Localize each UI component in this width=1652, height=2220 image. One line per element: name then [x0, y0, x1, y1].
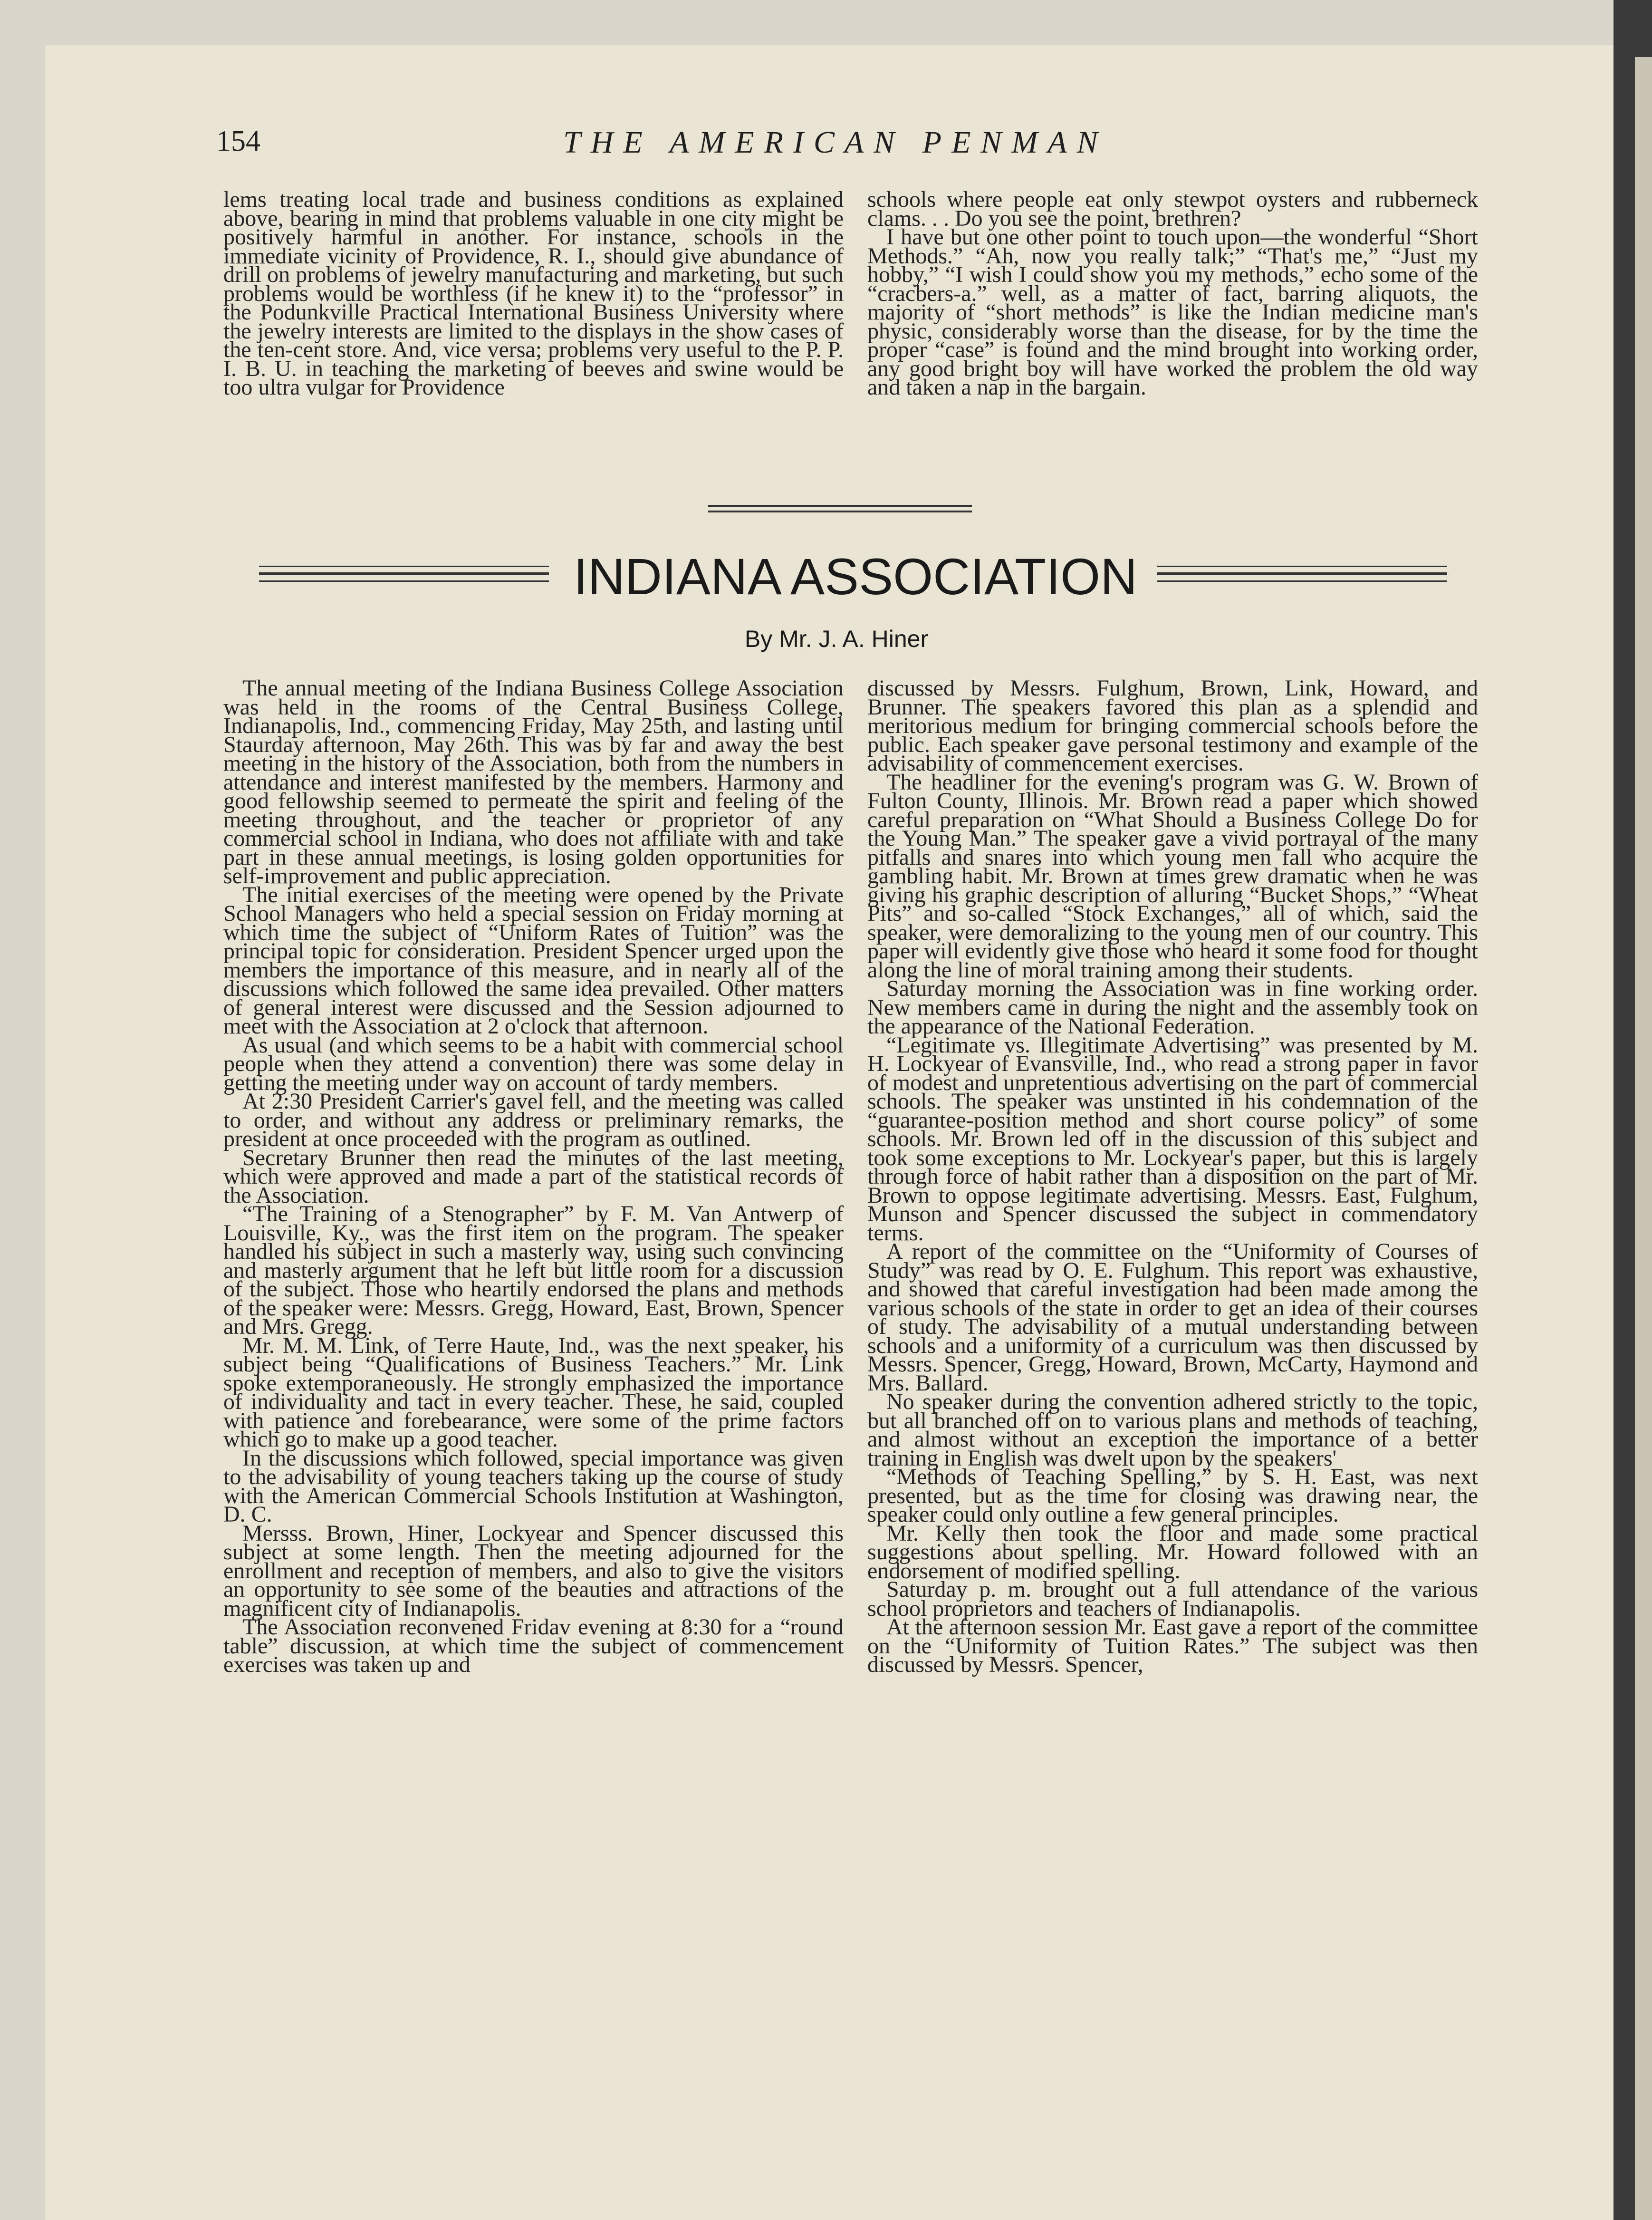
- top-right-column: [867, 187, 1478, 400]
- article-right-column: [867, 676, 1478, 1677]
- byline: By Mr. J. A. Hiner: [744, 626, 929, 652]
- running-title: THE AMERICAN PENMAN: [563, 125, 1108, 160]
- paragraph: Secretary Brunner then read the minutes of the last meeting, which were approved and made a part of the statistical records of the Association.: [223, 1145, 844, 1208]
- headline-rule-left: [259, 566, 549, 582]
- paragraph: The headliner for the evening's program was G. W. Brown of Fulton County, Illinois. Mr. Brown read a paper which showed careful preparation on “What Should a Business College Do for the Young Man.” The speaker gave a vivid portrayal of the many pitfalls and snares into which young men fall who acquire the gambling habit. Mr. Brown at times grew dramatic when he was giving his graphic description of alluring “Bucket Shops,” “Wheat Pits” and so-called “Stock Exchanges,” all of which, said the speaker, were demoralizing to the young men of our country. This paper will evidently give those who heard it some food for thought along the line of moral training among their students.: [867, 769, 1478, 983]
- article-title: INDIANA ASSOCIATION: [573, 548, 1138, 605]
- paragraph: The annual meeting of the Indiana Business College Association was held in the rooms of the Central Business College, Indianapolis, Ind., commencing Friday, May 25th, and lasting until Staurday afternoon, May 26th. This was by far and away the best meeting in the history of the Association, both from the numbers in attendance and interest manifested by the members. Harmony and good fellowship seemed to permeate the spirit and feeling of the meeting throughout, and the teacher or proprietor of any commercial school in Indiana, who does not affiliate with and take part in these annual meetings, is losing golden opportunities for self-improvement and public appreciation.: [223, 676, 844, 888]
- paragraph: No speaker during the convention adhered strictly to the topic, but all branched off on to various plans and methods of teaching, and almost without an exception the importance of a better training in English was dwelt upon by the speakers': [867, 1389, 1478, 1471]
- top-left-column: [223, 187, 844, 400]
- paragraph: “The Training of a Stenographer” by F. M. Van Antwerp of Louisville, Ky., was the first item on the program. The speaker handled his subject in such a masterly way, using such convincing and masterly argument that he left but little room for a discussion of the subject. Those who heartily endorsed the plans and methods of the speaker were: Messrs. Gregg, Howard, East, Brown, Spencer and Mrs. Gregg.: [223, 1201, 844, 1339]
- paragraph: Mr. Kelly then took the floor and made some practical suggestions about spelling. Mr. Howard followed with an endorsement of modified spelling.: [867, 1520, 1478, 1583]
- paragraph: schools where people eat only stewpot oysters and rubberneck clams. . . Do you see the point, brethren?: [867, 187, 1478, 231]
- paragraph: A report of the committee on the “Uniformity of Courses of Study” was read by O. E. Fulghum. This report was exhaustive, and showed that careful investigation had been made among the various schools of the state in order to get an idea of their courses of study. The advisability of a mutual understanding between schools and a uniformity of a curriculum was then discussed by Messrs. Spencer, Gregg, Howard, Brown, McCarty, Haymond and Mrs. Ballard.: [867, 1239, 1478, 1396]
- paragraph: I have but one other point to touch upon—the wonderful “Short Methods.” “Ah, now you really talk;” “That's me,” “Just my hobby,” “I wish I could show you my methods,” echo some of the “cracbers-a.” well, as a matter of fact, barring aliquots, the majority of “short methods” is like the Indian medicine man's physic, considerably worse than the disease, for by the time the proper “case” is found and the mind brought into working order, any good bright boy will have worked the problem the old way and taken a nap in the bargain.: [867, 224, 1478, 400]
- section-separator: [708, 505, 972, 512]
- paragraph: Mersss. Brown, Hiner, Lockyear and Spencer discussed this subject at some length. Then the meeting adjourned for the enrollment and reception of members, and also to give the visitors an opportunity to see some of the beauties and attractions of the magnificent city of Indianapolis.: [223, 1520, 844, 1621]
- paragraph: In the discussions which followed, special importance was given to the advisability of young teachers taking up the course of study with the American Commercial Schools Institution at Washington, D. C.: [223, 1445, 844, 1527]
- paragraph: discussed by Messrs. Fulghum, Brown, Link, Howard, and Brunner. The speakers favored this plan as a splendid and meritorious medium for bringing commercial schools before the public. Each speaker gave personal testimony and example of the advisability of commencement exercises.: [867, 676, 1478, 776]
- paragraph: lems treating local trade and business conditions as explained above, bearing in mind that problems valuable in one city might be positively harmful in another. For instance, schools in the immediate vicinity of Providence, R. I., should give abundance of drill on problems of jewelry manufacturing and marketing, but such problems would be worthless (if he knew it) to the “professor” in the Podunkville Practical International Business University where the jewelry interests are limited to the displays in the show cases of the ten-cent store. And, vice versa; problems very useful to the P. P. I. B. U. in teaching the marketing of beeves and swine would be too ultra vulgar for Providence: [223, 187, 844, 400]
- paragraph: The Association reconvened Fridav evening at 8:30 for a “round table” discussion, at which time the subject of commencement exercises was taken up and: [223, 1614, 844, 1677]
- paragraph: At the afternoon session Mr. East gave a report of the committee on the “Uniformity of Tuition Rates.” The subject was then discussed by Messrs. Spencer,: [867, 1614, 1478, 1677]
- paragraph: As usual (and which seems to be a habit with commercial school people when they attend a convention) there was some delay in getting the meeting under way on account of tardy members.: [223, 1032, 844, 1095]
- paragraph: “Methods of Teaching Spelling,” by S. H. East, was next presented, but as the time for closing was drawing near, the speaker could only outline a few general principles.: [867, 1464, 1478, 1527]
- headline-rule-right: [1157, 566, 1447, 582]
- next-page-edge: [1635, 57, 1652, 2220]
- paragraph: Mr. M. M. Link, of Terre Haute, Ind., was the next speaker, his subject being “Qualifications of Business Teachers.” Mr. Link spoke extemporaneously. He strongly emphasized the importance of individuality and tact in every teacher. These, he said, coupled with patience and forebearance, were some of the prime factors which go to make up a good teacher.: [223, 1332, 844, 1452]
- page-number: 154: [216, 125, 260, 157]
- paragraph: At 2:30 President Carrier's gavel fell, and the meeting was called to order, and without any address or preliminary remarks, the president at once proceeded with the program as outlined.: [223, 1089, 844, 1151]
- article-left-column: [223, 676, 844, 1677]
- paragraph: Saturday morning the Association was in fine working order. New members came in during the night and the assembly took on the appearance of the National Federation.: [867, 976, 1478, 1039]
- paragraph: Saturday p. m. brought out a full attendance of the various school proprietors and teachers of Indianapolis.: [867, 1577, 1478, 1621]
- paragraph: The initial exercises of the meeting were opened by the Private School Managers who held a special session on Friday morning at which time the subject of “Uniform Rates of Tuition” was the principal topic for consideration. President Spencer urged upon the members the importance of this measure, and in nearly all of the discussions which followed the same idea prevailed. Other matters of general interest were discussed and the Session adjourned to meet with the Association at 2 o'clock that afternoon.: [223, 882, 844, 1039]
- paragraph: “Legitimate vs. Illegitimate Advertising” was presented by M. H. Lockyear of Evansville, Ind., who read a strong paper in favor of modest and unpretentious advertising on the part of commercial schools. The speaker was unstinted in his condemnation of the “guarantee-position method and short course policy” of some schools. Mr. Brown led off in the discussion of this subject and took some exceptions to Mr. Lockyear's paper, but this is largely through force of habit rather than a disposition on the part of Mr. Brown to oppose legitimate advertising. Messrs. East, Fulghum, Munson and Spencer discussed the subject in commendatory terms.: [867, 1032, 1478, 1245]
